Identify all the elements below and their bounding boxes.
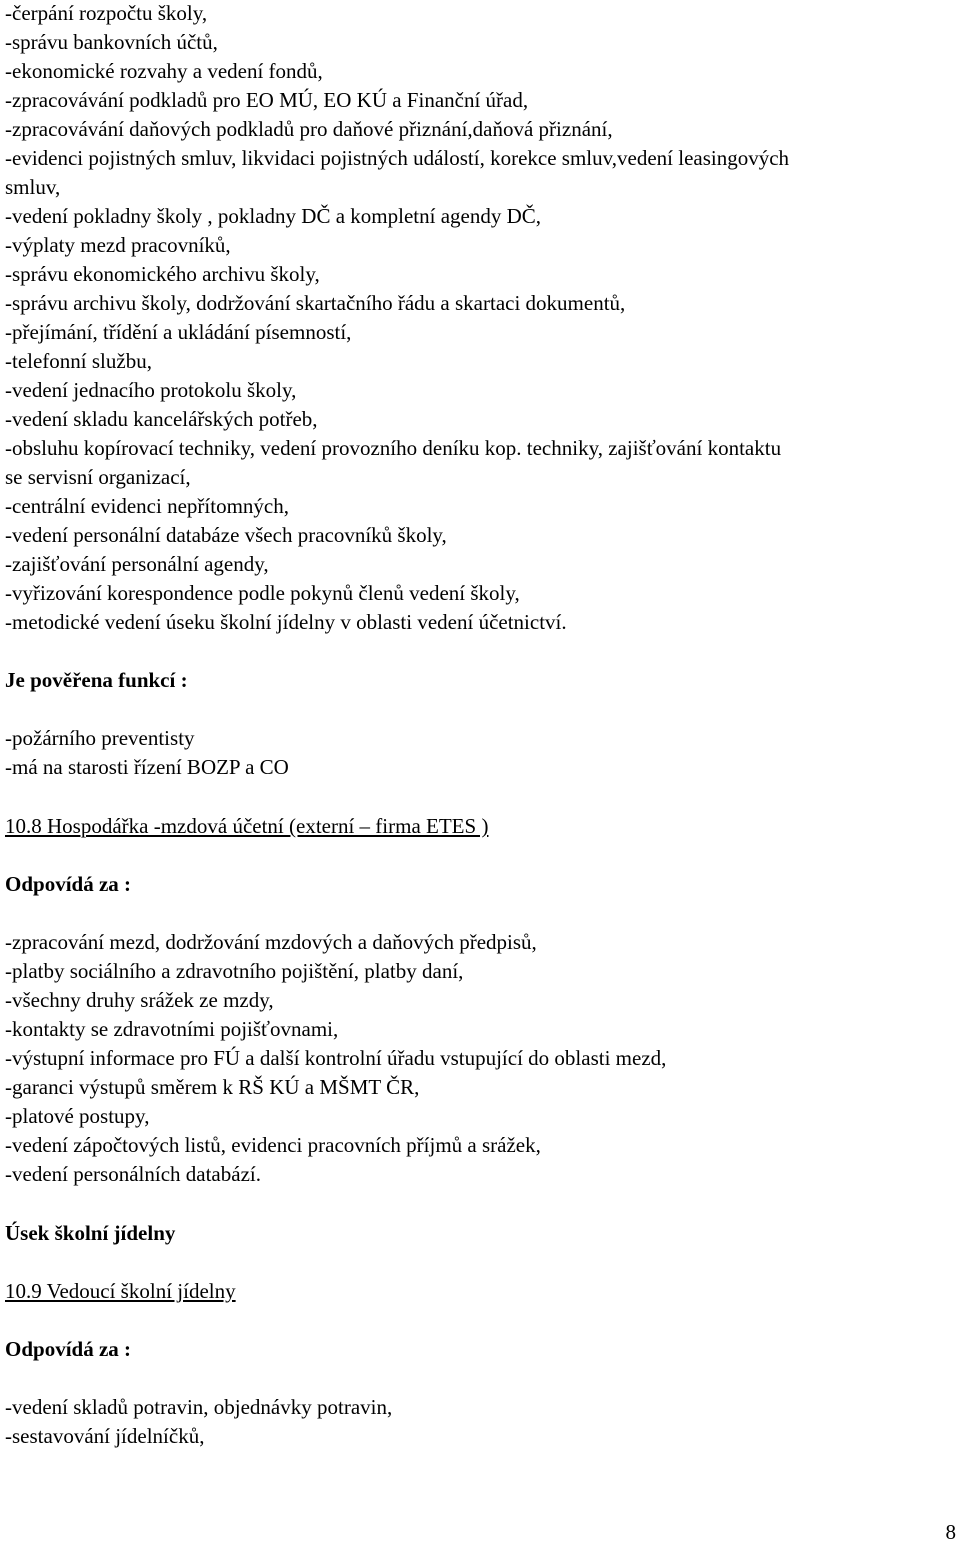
list-item: -výplaty mezd pracovníků, xyxy=(5,233,231,257)
heading-odpovida-za: Odpovídá za : xyxy=(5,872,132,896)
list-item: -vedení pokladny školy , pokladny DČ a kompletní agendy DČ, xyxy=(5,204,542,228)
list-item: -vedení zápočtových listů, evidenci pracovních příjmů a srážek, xyxy=(5,1133,541,1157)
list-item: -vyřizování korespondence podle pokynů členů vedení školy, xyxy=(5,581,520,605)
section-heading-10-9: 10.9 Vedoucí školní jídelny xyxy=(5,1279,236,1303)
list-item: smluv, xyxy=(5,175,61,199)
list-item: -zpracování mezd, dodržování mzdových a daňových předpisů, xyxy=(5,930,537,954)
list-item: -vedení skladu kancelářských potřeb, xyxy=(5,407,318,431)
heading-function: Je pověřena funkcí : xyxy=(5,668,188,692)
list-item: -centrální evidenci nepřítomných, xyxy=(5,494,289,518)
list-item: -vedení personálních databází. xyxy=(5,1162,261,1186)
list-item: -správu archivu školy, dodržování skartačního řádu a skartaci dokumentů, xyxy=(5,291,626,315)
list-item: -metodické vedení úseku školní jídelny v oblasti vedení účetnictví. xyxy=(5,610,567,634)
list-item: -čerpání rozpočtu školy, xyxy=(5,1,208,25)
list-item: -evidenci pojistných smluv, likvidaci pojistných událostí, korekce smluv,vedení leasingových xyxy=(5,146,790,170)
list-item: -zajišťování personální agendy, xyxy=(5,552,269,576)
heading-odpovida-za: Odpovídá za : xyxy=(5,1337,132,1361)
section-heading-10-8: 10.8 Hospodářka -mzdová účetní (externí – firma ETES ) xyxy=(5,814,489,838)
list-item: -sestavování jídelníčků, xyxy=(5,1424,205,1448)
list-item: -správu ekonomického archivu školy, xyxy=(5,262,320,286)
list-item: -požárního preventisty xyxy=(5,726,195,750)
list-item: -ekonomické rozvahy a vedení fondů, xyxy=(5,59,323,83)
list-item: -garanci výstupů směrem k RŠ KÚ a MŠMT ČR, xyxy=(5,1075,420,1099)
list-item: -obsluhu kopírovací techniky, vedení provozního deníku kop. techniky, zajišťování kontaktu xyxy=(5,436,782,460)
list-item: -vedení skladů potravin, objednávky potravin, xyxy=(5,1395,393,1419)
page-number: 8 xyxy=(945,1520,956,1544)
list-item: -správu bankovních účtů, xyxy=(5,30,218,54)
list-item: -platby sociálního a zdravotního pojištění, platby daní, xyxy=(5,959,464,983)
list-item: -má na starosti řízení BOZP a CO xyxy=(5,755,289,779)
list-item: -všechny druhy srážek ze mzdy, xyxy=(5,988,274,1012)
heading-school-canteen: Úsek školní jídelny xyxy=(5,1221,176,1245)
list-item: -platové postupy, xyxy=(5,1104,150,1128)
list-item: -vedení jednacího protokolu školy, xyxy=(5,378,297,402)
list-item: -kontakty se zdravotními pojišťovnami, xyxy=(5,1017,339,1041)
list-item: -přejímání, třídění a ukládání písemností, xyxy=(5,320,352,344)
list-item: -zpracovávání daňových podkladů pro daňové přiznání,daňová přiznání, xyxy=(5,117,613,141)
list-item: -vedení personální databáze všech pracovníků školy, xyxy=(5,523,447,547)
list-item: -zpracovávání podkladů pro EO MÚ, EO KÚ a Finanční úřad, xyxy=(5,88,529,112)
list-item: se servisní organizací, xyxy=(5,465,191,489)
list-item: -telefonní službu, xyxy=(5,349,152,373)
list-item: -výstupní informace pro FÚ a další kontrolní úřadu vstupující do oblasti mezd, xyxy=(5,1046,667,1070)
